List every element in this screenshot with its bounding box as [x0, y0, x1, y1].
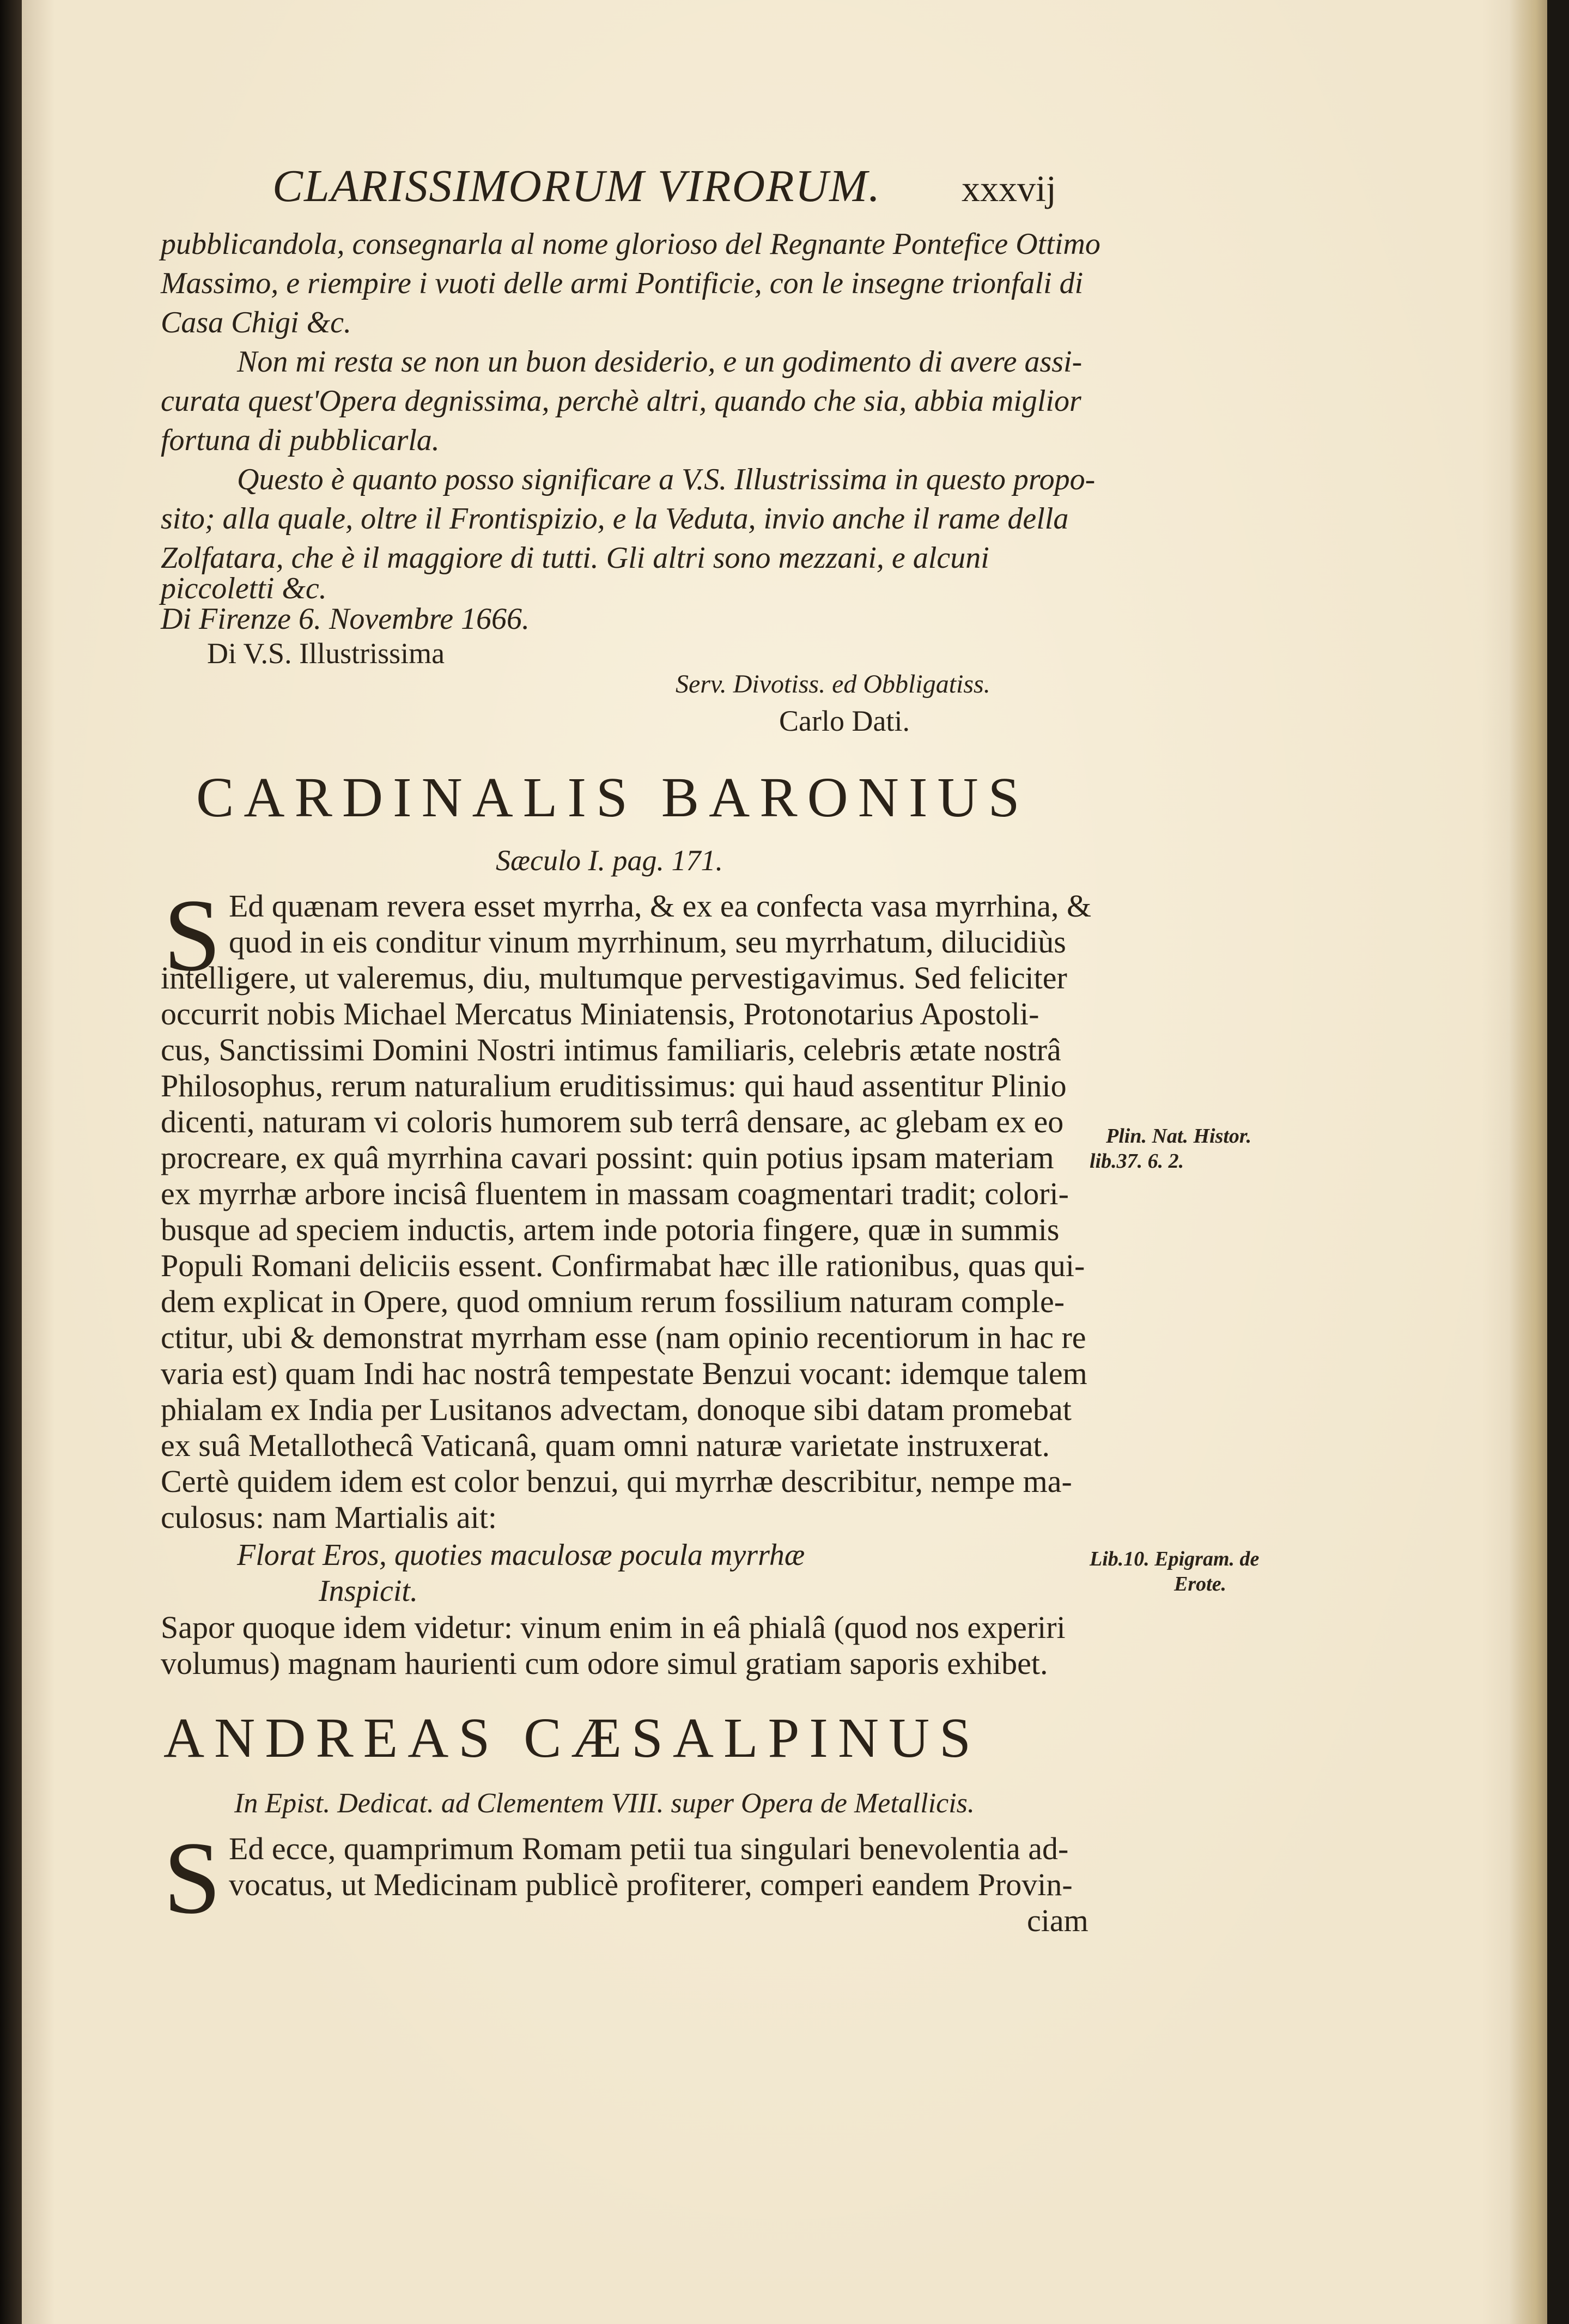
text-line: cus, Sanctissimi Domini Nostri intimus familiaris, celebris ætate nostrâ	[161, 1032, 1061, 1067]
book-spine-shadow	[0, 0, 22, 2324]
page-folio: xxxvij	[962, 168, 1056, 209]
letter-signature: Carlo Dati.	[779, 705, 910, 737]
verse-line: Florat Eros, quoties maculosæ pocula myrrhæ	[237, 1538, 805, 1572]
text-line: volumus) magnam haurienti cum odore simul gratiam saporis exhibet.	[161, 1646, 1048, 1681]
text-line: quod in eis conditur vinum myrrhinum, seu myrrhatum, dilucidiùs	[229, 924, 1066, 960]
letter-line: fortuna di pubblicarla.	[161, 423, 440, 457]
margin-note: Plin. Nat. Histor.	[1106, 1125, 1252, 1148]
letter-line: piccoletti &c.	[161, 572, 327, 605]
text-line: Ed ecce, quamprimum Romam petii tua singulari benevolentia ad-	[229, 1831, 1069, 1866]
letter-dateline: Di Firenze 6. Novembre 1666.	[161, 602, 530, 636]
letter-line: curata quest'Opera degnissima, perchè altri, quando che sia, abbia miglior	[161, 384, 1081, 418]
text-line: procreare, ex quâ myrrhina cavari possint: quin potius ipsam materiam	[161, 1140, 1054, 1175]
margin-note: lib.37. 6. 2.	[1090, 1150, 1184, 1173]
text-line: occurrit nobis Michael Mercatus Miniatensis, Protonotarius Apostoli-	[161, 996, 1039, 1031]
text-line: ex myrrhæ arbore incisâ fluentem in massam coagmentari tradit; colori-	[161, 1176, 1069, 1211]
letter-line: Zolfatara, che è il maggiore di tutti. Gli altri sono mezzani, e alcuni	[161, 541, 989, 575]
text-line: busque ad speciem inductis, artem inde potoria fingere, quæ in summis	[161, 1212, 1060, 1247]
verse-line: Inspicit.	[319, 1574, 418, 1608]
text-line: culosus: nam Martialis ait:	[161, 1500, 497, 1535]
margin-note: Erote.	[1174, 1573, 1227, 1595]
text-line: Ed quænam revera esset myrrha, & ex ea confecta vasa myrrhina, &	[229, 888, 1092, 924]
text-line: ex suâ Metallothecâ Vaticanâ, quam omni naturæ varietate instruxerat.	[161, 1428, 1050, 1463]
letter-line: Non mi resta se non un buon desiderio, e un godimento di avere assi-	[237, 345, 1083, 379]
text-line: dem explicat in Opere, quod omnium rerum fossilium naturam comple-	[161, 1284, 1065, 1319]
text-line: Populi Romani deliciis essent. Confirmabat hæc ille rationibus, quas qui-	[161, 1248, 1085, 1283]
letter-line: pubblicandola, consegnarla al nome glorioso del Regnante Pontefice Ottimo	[161, 227, 1100, 261]
section-heading: CARDINALIS BARONIUS	[196, 766, 1030, 829]
text-line: Philosophus, rerum naturalium eruditissimus: qui haud assentitur Plinio	[161, 1068, 1067, 1103]
catchword: ciam	[1027, 1903, 1088, 1938]
page-edge	[1509, 0, 1547, 2324]
section-heading: ANDREAS CÆSALPINUS	[163, 1707, 981, 1769]
letter-salutation: Di V.S. Illustrissima	[207, 637, 445, 670]
letter-line: sito; alla quale, oltre il Frontispizio, e la Veduta, invio anche il rame della	[161, 502, 1069, 536]
drop-cap: S	[163, 878, 221, 993]
book-page	[22, 0, 1547, 2324]
section-subheading: In Epist. Dedicat. ad Clementem VIII. super Opera de Metallicis.	[234, 1788, 975, 1819]
text-line: phialam ex India per Lusitanos advectam, donoque sibi datam promebat	[161, 1392, 1072, 1427]
margin-note: Lib.10. Epigram. de	[1090, 1548, 1260, 1570]
running-title: CLARISSIMORUM VIRORUM.	[272, 161, 881, 211]
section-subheading: Sæculo I. pag. 171.	[496, 844, 723, 877]
letter-closing: Serv. Divotiss. ed Obbligatiss.	[676, 670, 990, 699]
text-line: Sapor quoque idem videtur: vinum enim in eâ phialâ (quod nos experiri	[161, 1610, 1066, 1645]
text-line: intelligere, ut valeremus, diu, multumque pervestigavimus. Sed feliciter	[161, 960, 1067, 996]
text-line: Certè quidem idem est color benzui, qui myrrhæ describitur, nempe ma-	[161, 1464, 1072, 1499]
text-line: dicenti, naturam vi coloris humorem sub terrâ densare, ac glebam ex eo	[161, 1104, 1064, 1139]
drop-cap: S	[163, 1821, 221, 1935]
text-line: varia est) quam Indi hac nostrâ tempestate Benzui vocant: idemque talem	[161, 1356, 1087, 1391]
letter-line: Massimo, e riempire i vuoti delle armi Pontificie, con le insegne trionfali di	[161, 266, 1084, 300]
text-line: vocatus, ut Medicinam publicè profiterer, comperi eandem Provin-	[229, 1867, 1073, 1902]
letter-line: Casa Chigi &c.	[161, 306, 352, 339]
text-line: ctitur, ubi & demonstrat myrrham esse (nam opinio recentiorum in hac re	[161, 1320, 1086, 1355]
letter-line: Questo è quanto posso significare a V.S. Illustrissima in questo propo-	[237, 463, 1096, 496]
